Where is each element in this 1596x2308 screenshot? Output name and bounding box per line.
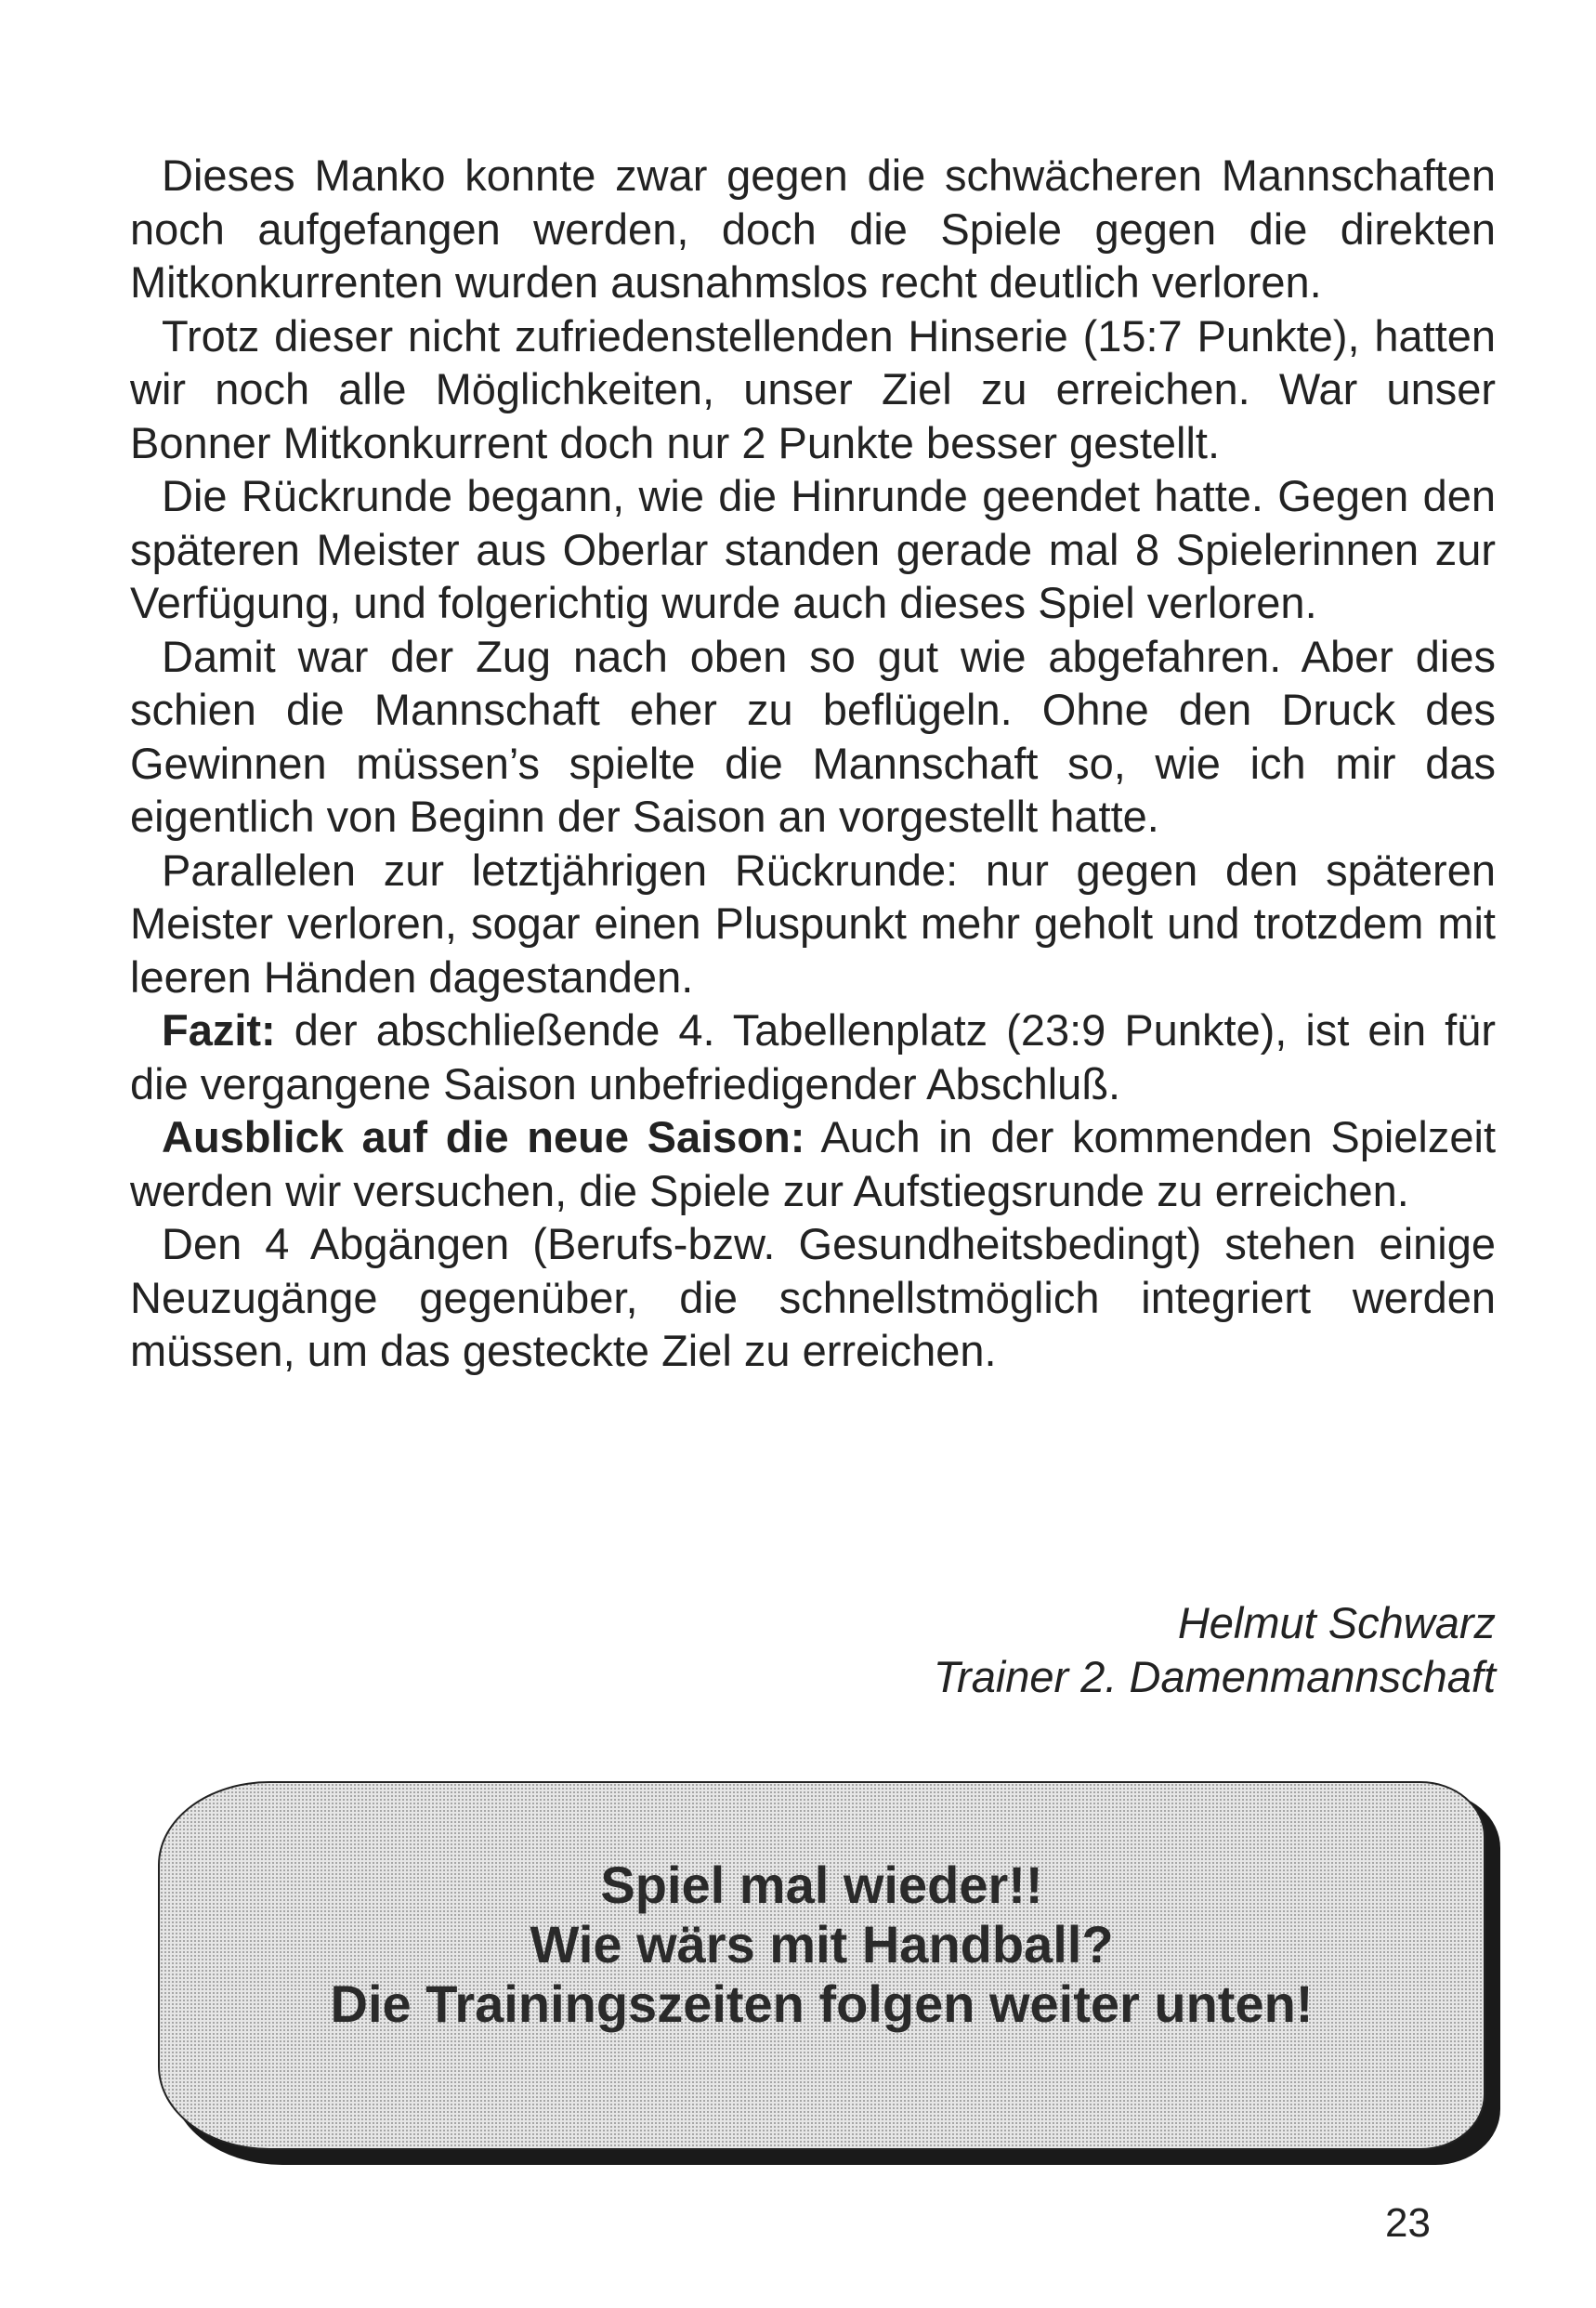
signature-role: Trainer 2. Damenmannschaft: [933, 1652, 1496, 1701]
paragraph-ausblick: [130, 1110, 1496, 1217]
signature-name: Helmut Schwarz: [1177, 1598, 1496, 1647]
promo-line-1: Spiel mal wieder!!: [600, 1856, 1043, 1914]
signature: [650, 1596, 1496, 1704]
promo-line-3: Die Trainingszeiten folgen weiter unten!: [330, 1974, 1314, 2033]
article-body: [130, 149, 1496, 1378]
promo-line-2: Wie wärs mit Handball?: [530, 1915, 1114, 1974]
paragraph-5: Parallelen zur letztjährigen Rückrunde: nur gegen den späteren Meister verloren, sogar einen Pluspunkt mehr geholt und trotzdem mit leeren Händen dagestanden.: [130, 845, 1496, 1002]
promo-box: [158, 1781, 1500, 2165]
ausblick-label: Ausblick auf die neue Saison:: [162, 1112, 805, 1161]
fazit-label: Fazit:: [162, 1005, 276, 1055]
ausblick-text: Auch in der kommenden Spielzeit werden wir versuchen, die Spiele zur Aufstiegsrunde zu erreichen.: [130, 1112, 1496, 1215]
fazit-text: der abschließende 4. Tabellenplatz (23:9 Punkte), ist ein für die vergangene Saison unbefriedigender Abschluß.: [130, 1005, 1496, 1108]
paragraph-2: Trotz dieser nicht zufriedenstellenden Hinserie (15:7 Punkte), hatten wir noch alle Möglichkeiten, unser Ziel zu erreichen. War unser Bonner Mitkonkurrent doch nur 2 Punkte besser gestellt.: [130, 310, 1496, 467]
paragraph-4: Damit war der Zug nach oben so gut wie abgefahren. Aber dies schien die Mannschaft eher zu beflügeln. Ohne den Druck des Gewinnen müssen’s spielte die Mannschaft so, wie ich mir das eigentlich von Beginn der Saison an vorgestellt hatte.: [130, 631, 1496, 841]
promo-text: [158, 1856, 1485, 2034]
page-number: 23: [1385, 2200, 1431, 2246]
paragraph-8: Den 4 Abgängen (Berufs-bzw. Gesundheitsbedingt) stehen einige Neuzugänge gegenüber, die schnellstmöglich integriert werden müssen, um das gesteckte Ziel zu erreichen.: [130, 1219, 1496, 1375]
paragraph-1: Dieses Manko konnte zwar gegen die schwächeren Mannschaften noch aufgefangen werden, doch die Spiele gegen die direkten Mitkonkurrenten wurden ausnahmslos recht deutlich verloren.: [130, 151, 1496, 307]
paragraph-3: Die Rückrunde begann, wie die Hinrunde geendet hatte. Gegen den späteren Meister aus Oberlar standen gerade mal 8 Spielerinnen zur Verfügung, und folgerichtig wurde auch dieses Spiel verloren.: [130, 471, 1496, 627]
paragraph-fazit: [130, 1003, 1496, 1110]
